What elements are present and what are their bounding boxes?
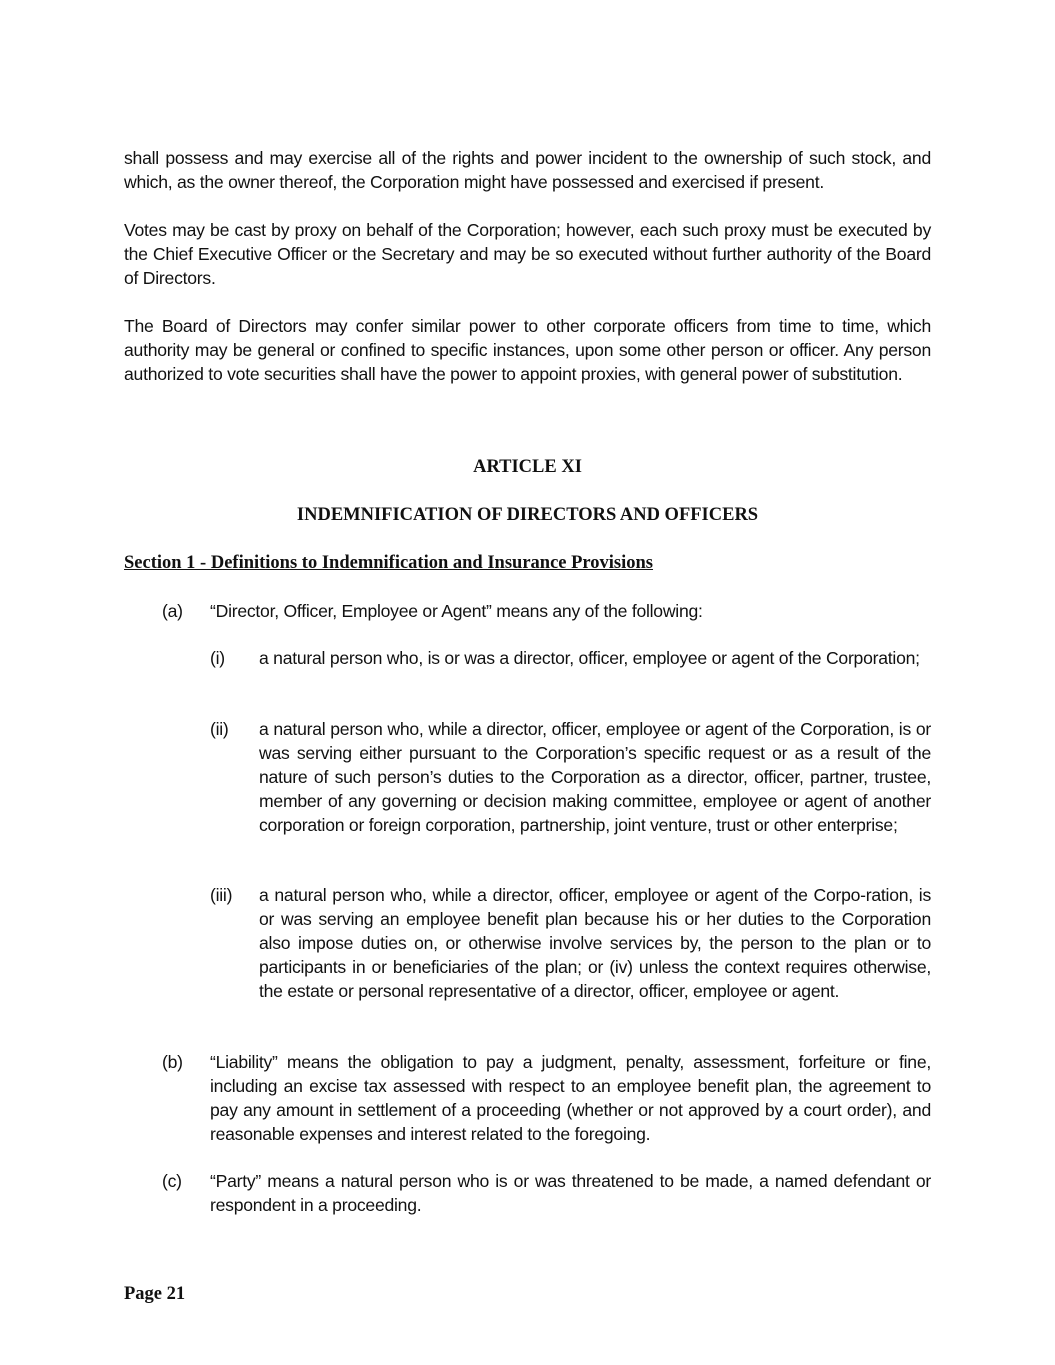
item-marker: (c) [162, 1171, 182, 1191]
item-marker: (b) [162, 1052, 183, 1072]
section-heading: Section 1 - Definitions to Indemnification and Insurance Provisions [124, 553, 654, 573]
item-text: a natural person who, is or was a director, officer, employee or agent of the Corporation; [259, 648, 920, 668]
paragraph-stock-rights: shall possess and may exercise all of the rights and power incident to the ownership of such stock, and which, as the owner thereof, the Corporation might have possessed and exercised if present. [124, 148, 931, 192]
definition-item-iii [210, 883, 931, 1027]
definition-item-b [162, 1050, 931, 1146]
item-text: a natural person who, while a director, officer, employee or agent of the Corpo-ration, is or was serving an employee benefit plan because his or her duties to the Corporation also impose duties on, or otherwise involve services by, the person to the plan or to participants in or beneficiaries of the plan; or (iv) unless the context requires otherwise, the estate or personal representative of a director, officer, employee or agent. [259, 885, 931, 1001]
definition-item-c [162, 1169, 931, 1217]
definition-item-i [210, 646, 931, 694]
item-text: “Party” means a natural person who is or was threatened to be made, a named defendant or respondent in a proceeding. [210, 1171, 931, 1215]
definition-item-ii [210, 717, 931, 861]
article-title: INDEMNIFICATION OF DIRECTORS AND OFFICERS [296, 505, 759, 525]
paragraph-proxy-votes: Votes may be cast by proxy on behalf of the Corporation; however, each such proxy must be executed by the Chief Executive Officer or the Secretary and may be so executed without further authority of the Board of Directors. [124, 220, 931, 288]
item-marker: (i) [210, 648, 225, 668]
item-text: “Liability” means the obligation to pay a judgment, penalty, assessment, forfeiture or fine, including an excise tax assessed with respect to an employee benefit plan, the agreement to pay any amount in settlement of a proceeding (whether or not approved by a court order), and reasonable expenses and interest related to the foregoing. [210, 1052, 931, 1144]
definition-item-a [162, 599, 931, 623]
page-number: Page 21 [124, 1284, 186, 1304]
paragraph-board-confer-power: The Board of Directors may confer similar power to other corporate officers from time to time, which authority may be general or confined to specific instances, upon some other person or officer. Any person authorized to vote securities shall have the power to appoint proxies, with general power of substitution. [124, 316, 931, 384]
item-text: a natural person who, while a director, officer, employee or agent of the Corporation, is or was serving either pursuant to the Corporation’s specific request or as a result of the nature of such person’s duties to the Corporation as a director, officer, partner, trustee, member of any governing or decision making committee, employee or agent of another corporation or foreign corporation, partnership, joint venture, trust or other enterprise; [259, 719, 931, 835]
item-text: “Director, Officer, Employee or Agent” means any of the following: [210, 601, 703, 621]
item-marker: (a) [162, 601, 183, 621]
article-number: ARTICLE XI [473, 457, 582, 477]
item-marker: (iii) [210, 885, 233, 905]
item-marker: (ii) [210, 719, 229, 739]
